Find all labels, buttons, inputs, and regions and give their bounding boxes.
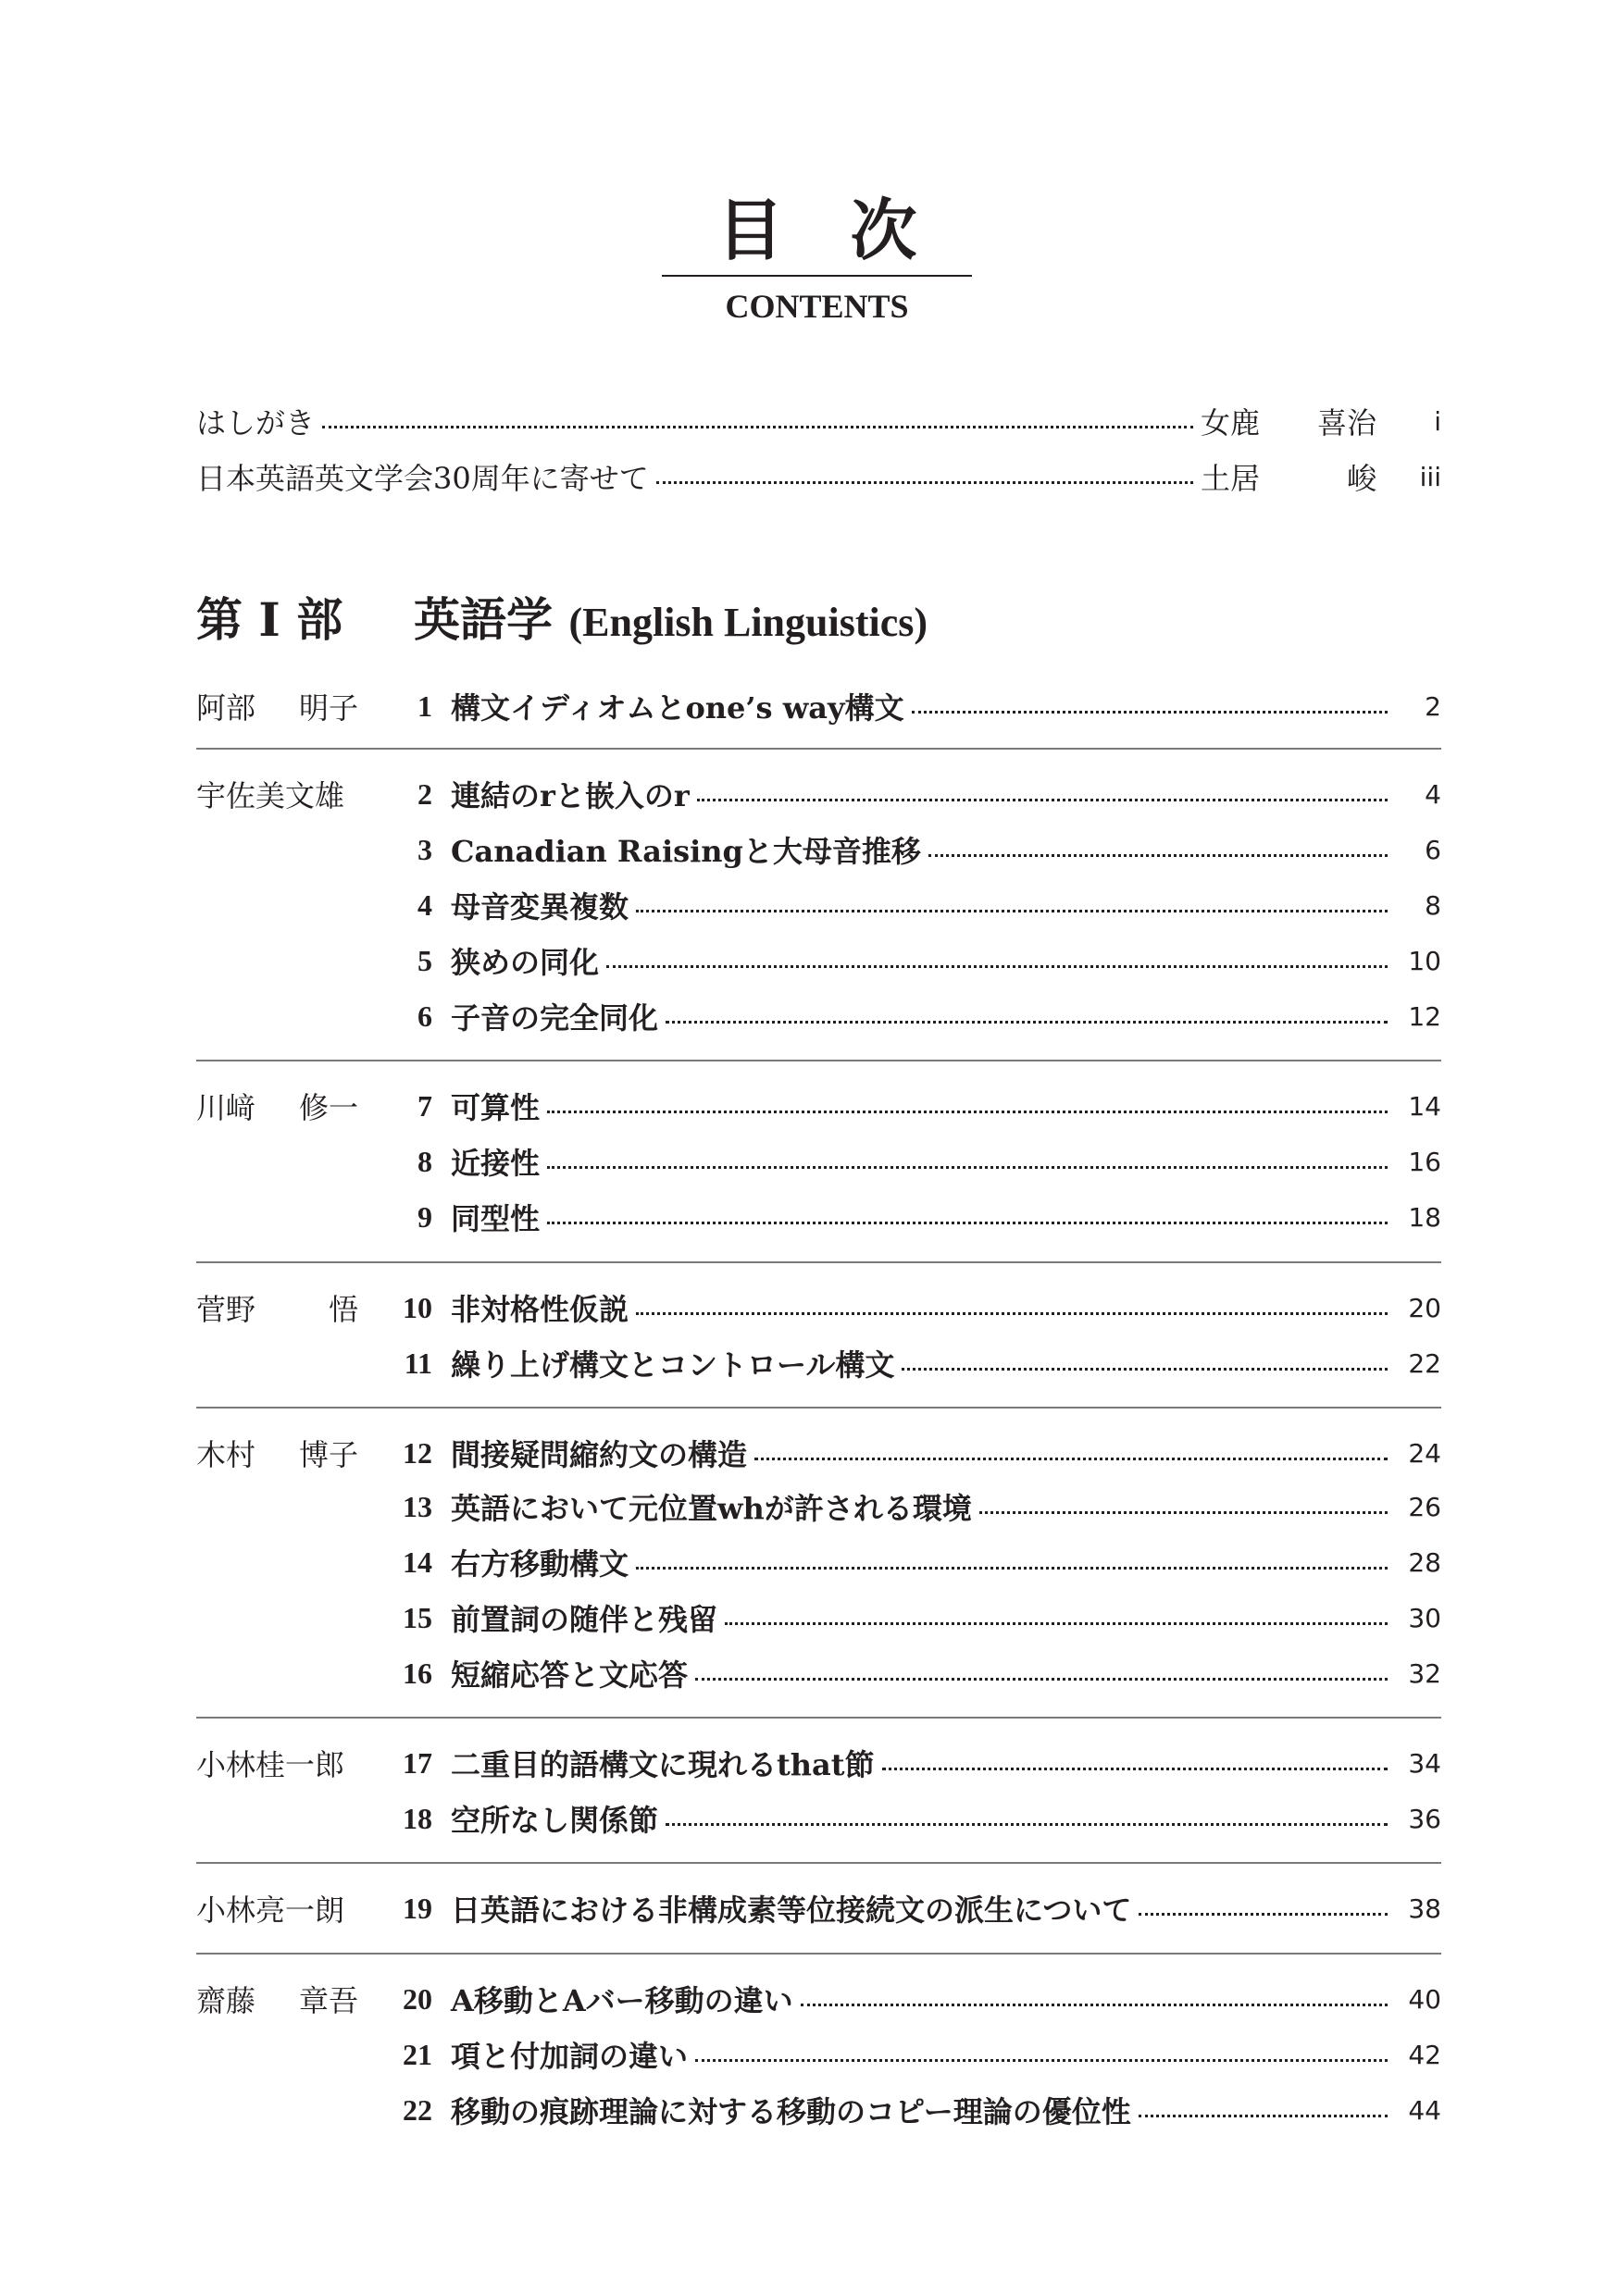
chapter-number: 21 xyxy=(403,2037,432,2071)
toc-entry[interactable] xyxy=(196,993,1441,1039)
chapter-title: 非対格性仮説 xyxy=(451,1292,629,1327)
chapter-title: 子音の完全同化 xyxy=(451,1000,659,1036)
chapter-number: 13 xyxy=(403,1489,432,1523)
toc-entry[interactable] xyxy=(196,1795,1441,1842)
page-number: 10 xyxy=(1408,945,1441,976)
chapter-title: Canadian Raisingと大母音推移 xyxy=(451,834,921,869)
page-number: 6 xyxy=(1425,834,1441,865)
author-given-name: 峻 xyxy=(1346,461,1376,496)
group-divider xyxy=(196,748,1441,750)
dot-leader xyxy=(912,711,1388,714)
contents-title-block xyxy=(662,190,984,325)
dot-leader xyxy=(1139,1913,1388,1916)
front-matter-row[interactable] xyxy=(196,453,1441,500)
dot-leader xyxy=(801,2004,1388,2006)
title-underline xyxy=(662,275,972,277)
dot-leader xyxy=(547,1166,1388,1169)
dot-leader xyxy=(636,910,1388,912)
chapter-title: 母音変異複数 xyxy=(451,889,629,925)
toc-entry[interactable] xyxy=(196,1138,1441,1185)
toc-entry[interactable] xyxy=(196,1539,1441,1585)
dot-leader xyxy=(928,854,1388,857)
toc-entry[interactable] xyxy=(196,1740,1441,1786)
group-divider xyxy=(196,1862,1441,1864)
page-number: 34 xyxy=(1408,1747,1441,1779)
page-number: 20 xyxy=(1408,1292,1441,1323)
chapter-author: 小林桂一郎 xyxy=(196,1747,345,1782)
chapter-number: 20 xyxy=(403,1981,432,2016)
chapter-author: 川﨑 修一 xyxy=(196,1090,358,1125)
chapter-number: 1 xyxy=(417,689,432,723)
dot-leader xyxy=(754,1458,1388,1460)
dot-leader xyxy=(547,1222,1388,1224)
dot-leader xyxy=(695,2059,1388,2062)
chapter-title: 右方移動構文 xyxy=(451,1546,629,1582)
chapter-author: 宇佐美文雄 xyxy=(196,778,345,813)
dot-leader xyxy=(666,1021,1388,1024)
chapter-title: 項と付加詞の違い xyxy=(451,2039,689,2074)
dot-leader xyxy=(882,1768,1388,1770)
toc-entry[interactable] xyxy=(196,882,1441,928)
chapter-title: 連結のrと嵌入のr xyxy=(451,778,690,813)
chapter-title: 近接性 xyxy=(451,1146,541,1181)
chapter-title: 前置詞の随伴と残留 xyxy=(451,1602,718,1637)
chapter-number: 15 xyxy=(403,1600,432,1634)
author-surname: 女鹿 xyxy=(1201,405,1261,441)
chapter-title: 二重目的語構文に現れるthat節 xyxy=(451,1747,875,1782)
group-divider xyxy=(196,1953,1441,1955)
group-divider xyxy=(196,1060,1441,1061)
dot-leader xyxy=(636,1567,1388,1570)
front-matter-title: 日本英語英文学会30周年に寄せて xyxy=(196,461,649,496)
chapter-number: 22 xyxy=(403,2092,432,2127)
chapter-author: 小林亮一朗 xyxy=(196,1893,345,1928)
group-divider xyxy=(196,1717,1441,1719)
toc-entry[interactable] xyxy=(196,2031,1441,2078)
toc-entry[interactable] xyxy=(196,1885,1441,1931)
chapter-number: 11 xyxy=(404,1346,432,1380)
page-number: 44 xyxy=(1408,2094,1441,2126)
page-number: 18 xyxy=(1408,1201,1441,1233)
toc-entry[interactable] xyxy=(196,2087,1441,2133)
chapter-title: 繰り上げ構文とコントロール構文 xyxy=(451,1347,895,1383)
chapter-number: 4 xyxy=(417,887,432,922)
toc-entry[interactable] xyxy=(196,1340,1441,1386)
chapter-number: 10 xyxy=(403,1290,432,1324)
chapter-title: 可算性 xyxy=(451,1090,541,1125)
toc-entry[interactable] xyxy=(196,771,1441,817)
chapter-number: 12 xyxy=(403,1435,432,1470)
chapter-title: A移動とAバー移動の違い xyxy=(451,1983,793,2018)
chapter-title: 同型性 xyxy=(451,1201,541,1236)
toc-entry[interactable] xyxy=(196,1650,1441,1696)
toc-entry[interactable] xyxy=(196,1483,1441,1530)
page-number: 36 xyxy=(1408,1803,1441,1834)
page-number: 8 xyxy=(1425,889,1441,921)
toc-entry[interactable] xyxy=(196,1430,1441,1476)
chapter-number: 8 xyxy=(417,1144,432,1178)
page-number: 12 xyxy=(1408,1000,1441,1032)
dot-leader xyxy=(606,965,1388,968)
chapter-title: 間接疑問縮約文の構造 xyxy=(451,1437,748,1472)
front-matter-title: はしがき xyxy=(196,405,316,441)
chapter-title: 空所なし関係節 xyxy=(451,1803,659,1838)
group-divider xyxy=(196,1261,1441,1263)
part-title: 英語学 xyxy=(414,592,554,647)
author-given-name: 喜治 xyxy=(1316,405,1376,441)
chapter-number: 3 xyxy=(417,832,432,866)
chapter-number: 2 xyxy=(417,776,432,811)
page-number: 28 xyxy=(1408,1546,1441,1578)
part-title-english: (English Linguistics) xyxy=(568,600,928,645)
toc-entry[interactable] xyxy=(196,937,1441,984)
chapter-title: 移動の痕跡理論に対する移動のコピー理論の優位性 xyxy=(451,2094,1131,2129)
page-number: 30 xyxy=(1408,1602,1441,1633)
chapter-number: 17 xyxy=(403,1745,432,1780)
page-subtitle: CONTENTS xyxy=(725,288,909,325)
chapter-title: 短縮応答と文応答 xyxy=(451,1657,689,1693)
dot-leader xyxy=(666,1823,1388,1826)
front-matter-author xyxy=(1201,455,1395,498)
chapter-number: 19 xyxy=(403,1891,432,1925)
chapter-number: 9 xyxy=(417,1199,432,1234)
page-title: 目次 xyxy=(716,191,984,269)
part-label: 第 I 部 xyxy=(196,592,343,647)
chapter-title: 狭めの同化 xyxy=(451,945,600,980)
toc-entry[interactable] xyxy=(196,1083,1441,1129)
page-number: 22 xyxy=(1408,1347,1441,1379)
page-number: 40 xyxy=(1408,1983,1441,2015)
page-number: iii xyxy=(1419,461,1441,492)
dot-leader xyxy=(902,1368,1388,1371)
author-surname: 土居 xyxy=(1201,461,1261,496)
chapter-number: 6 xyxy=(417,999,432,1033)
chapter-number: 14 xyxy=(403,1545,432,1579)
chapter-title: 日英語における非構成素等位接続文の派生について xyxy=(451,1893,1132,1928)
chapter-title: 構文イディオムとone’s way構文 xyxy=(451,690,904,726)
dot-leader xyxy=(1139,2115,1388,2117)
dot-leader xyxy=(656,481,1193,484)
chapter-author: 木村 博子 xyxy=(196,1437,358,1472)
toc-entry[interactable] xyxy=(196,1595,1441,1641)
toc-entry[interactable] xyxy=(196,1194,1441,1240)
page-number: 26 xyxy=(1408,1491,1441,1522)
page-number: 16 xyxy=(1408,1146,1441,1177)
page-number: i xyxy=(1434,405,1441,437)
chapter-number: 5 xyxy=(417,943,432,977)
page-number: 42 xyxy=(1408,2039,1441,2070)
page-number: 24 xyxy=(1408,1437,1441,1469)
page-number: 32 xyxy=(1408,1657,1441,1689)
toc-entry[interactable] xyxy=(196,826,1441,873)
chapter-number: 7 xyxy=(417,1088,432,1123)
dot-leader xyxy=(697,799,1388,801)
chapter-author: 阿部 明子 xyxy=(196,690,358,726)
toc-entry[interactable] xyxy=(196,1976,1441,2022)
page-number: 38 xyxy=(1408,1893,1441,1924)
chapter-author: 菅野 悟 xyxy=(196,1292,358,1327)
page-number: 2 xyxy=(1425,690,1441,722)
dot-leader xyxy=(322,426,1193,428)
front-matter-author xyxy=(1201,400,1395,442)
chapter-author: 齋藤 章吾 xyxy=(196,1983,358,2018)
toc-entry[interactable] xyxy=(196,683,1441,729)
dot-leader xyxy=(725,1622,1388,1625)
page-number: 4 xyxy=(1425,778,1441,810)
chapter-number: 18 xyxy=(403,1801,432,1835)
page-number: 14 xyxy=(1408,1090,1441,1122)
front-matter-row[interactable] xyxy=(196,398,1441,444)
chapter-number: 16 xyxy=(403,1656,432,1690)
dot-leader xyxy=(636,1312,1388,1315)
dot-leader xyxy=(695,1678,1388,1681)
dot-leader xyxy=(547,1111,1388,1113)
toc-entry[interactable] xyxy=(196,1285,1441,1331)
dot-leader xyxy=(979,1511,1388,1514)
chapter-title: 英語において元位置whが許される環境 xyxy=(451,1491,972,1526)
group-divider xyxy=(196,1407,1441,1409)
part-heading xyxy=(196,583,928,650)
